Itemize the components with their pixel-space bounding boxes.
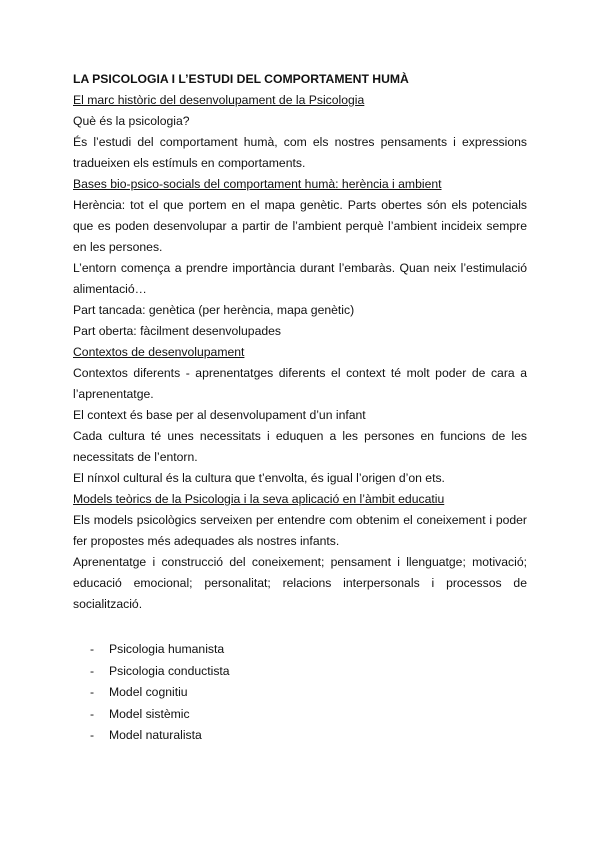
list-item-label: Model cognitiu — [109, 685, 188, 699]
paragraph-answer: És l’estudi del comportament humà, com els nostres pensaments i expressions tradueixen els estímuls en comportaments. — [73, 135, 527, 170]
list-item — [73, 704, 527, 726]
paragraph-heritage: Herència: tot el que portem en el mapa genètic. Parts obertes són els potencials que es poden desenvolupar a partir de l’ambient perquè l’ambient incideix sempre en les persones. — [73, 198, 527, 254]
list-bullet: - — [90, 642, 95, 656]
paragraph-contexts-3: Cada cultura té unes necessitats i eduquen a les persones en funcions de les necessitats de l’entorn. — [73, 429, 527, 464]
list-item-label: Psicologia conductista — [109, 663, 230, 678]
models-list — [73, 639, 527, 747]
list-item — [73, 725, 527, 747]
paragraph-closed-part: Part tancada: genètica (per herència, mapa genètic) — [73, 303, 355, 317]
paragraph-contexts-1: Contextos diferents - aprenentatges diferents el context té molt poder de cara a l’aprenentatge. — [73, 366, 527, 401]
list-bullet: - — [90, 706, 95, 721]
list-item — [73, 661, 527, 683]
paragraph-models-2: Aprenentatge i construcció del coneixement; pensament i llenguatge; motivació; educació emocional; personalitat; relacions interpersonals i processos de socialització. — [73, 555, 527, 611]
list-bullet: - — [90, 685, 95, 699]
heading-contexts: Contextos de desenvolupament — [73, 345, 245, 359]
heading-historic: El marc històric del desenvolupament de la Psicologia — [73, 93, 365, 107]
paragraph-environment: L’entorn comença a prendre importància durant l’embaràs. Quan neix l’estimulació alimentació… — [73, 261, 527, 296]
paragraph-contexts-4: El nínxol cultural és la cultura que t’envolta, és igual l’origen d’on ets. — [73, 471, 445, 485]
heading-bases: Bases bio-psico-socials del comportament humà: herència i ambient — [73, 177, 442, 191]
paragraph-models-1: Els models psicològics serveixen per entendre com obtenim el coneixement i poder fer propostes més adequades als nostres infants. — [73, 513, 527, 548]
document-page — [73, 68, 527, 747]
list-item — [73, 682, 527, 704]
heading-models: Models teòrics de la Psicologia i la seva aplicació en l’àmbit educatiu — [73, 492, 445, 506]
list-bullet: - — [90, 663, 95, 678]
paragraph-question: Què és la psicologia? — [73, 114, 190, 128]
paragraph-open-part: Part oberta: fàcilment desenvolupades — [73, 324, 281, 338]
paragraph-contexts-2: El context és base per al desenvolupament d’un infant — [73, 408, 366, 422]
document-title: LA PSICOLOGIA I L’ESTUDI DEL COMPORTAMENT HUMÀ — [73, 72, 409, 86]
list-item-label: Psicologia humanista — [109, 642, 225, 656]
list-item — [73, 639, 527, 661]
list-item-label: Model naturalista — [109, 728, 202, 742]
list-item-label: Model sistèmic — [109, 706, 190, 721]
list-bullet: - — [90, 728, 95, 742]
